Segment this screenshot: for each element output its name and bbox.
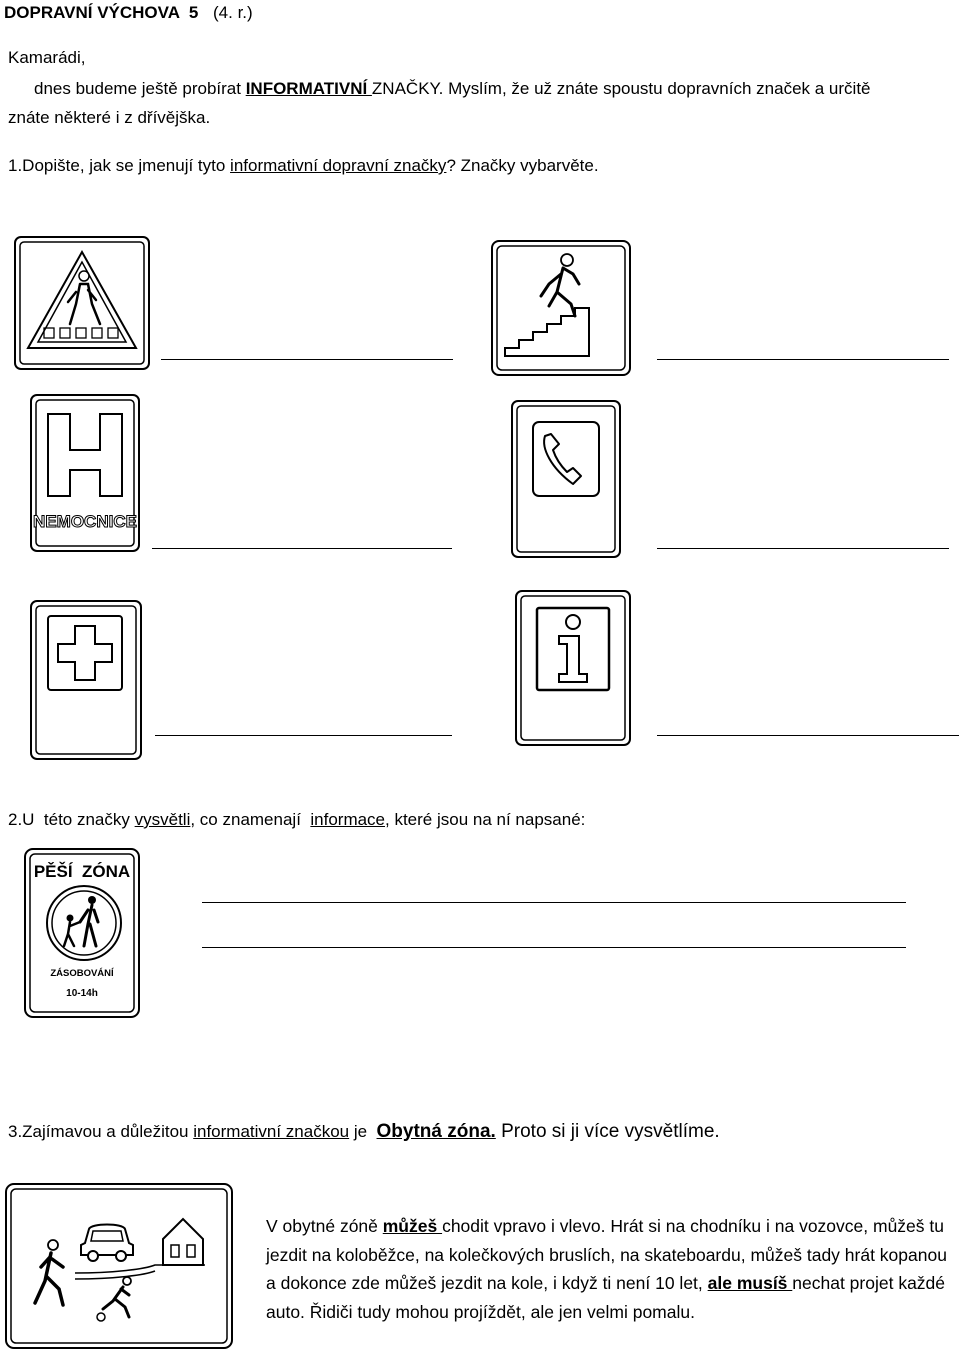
hospital-sign — [30, 394, 140, 552]
residential-zone-sign — [5, 1183, 233, 1349]
task1-text-b: informativní dopravní značky — [230, 156, 447, 175]
telephone-sign — [511, 400, 621, 558]
answer-line-2[interactable] — [657, 359, 949, 360]
first-aid-sign — [30, 600, 142, 760]
grade-text: (4. r.) — [213, 3, 253, 22]
information-sign — [515, 590, 631, 746]
residential-zone-paragraph — [266, 1212, 956, 1326]
task1-text-a: 1.Dopište, jak se jmenují tyto — [8, 156, 231, 175]
task1-text-c: ? Značky vybarvěte. — [446, 156, 599, 175]
para-text-1: V obytné zóně — [266, 1216, 383, 1236]
para-text-5: nechat projet každé auto. Řidiči tudy mohou projíždět, ale jen velmi pomalu. — [266, 1273, 946, 1322]
task3-text-b: informativní značkou — [193, 1122, 350, 1141]
task3-text-e: Proto si ji více vysvětlíme. — [495, 1121, 720, 1142]
task2-text-e: , které jsou na ní napsané: — [385, 810, 586, 829]
para-text-4: ale musíš — [707, 1273, 793, 1293]
task2-heading — [8, 810, 585, 830]
pedestrian-zone-sign — [24, 848, 140, 1018]
pedestrian-zone-line-2: 10-14h — [66, 988, 98, 999]
intro-highlight: INFORMATIVNÍ — [245, 79, 372, 98]
answer-line-6[interactable] — [657, 735, 959, 736]
intro-text-a: dnes budeme ještě probírat — [34, 79, 246, 98]
answer-line-4[interactable] — [657, 548, 949, 549]
task2-text-a: 2.U této značky — [8, 810, 135, 829]
greeting: Kamarádi, — [8, 48, 86, 67]
intro-line-1 — [34, 79, 871, 99]
task3-text-a: 3.Zajímavou a důležitou — [8, 1122, 194, 1141]
explanation-line-2[interactable] — [202, 947, 906, 948]
task3-text-d: Obytná zóna. — [376, 1121, 496, 1142]
pedestrian-crossing-sign — [14, 236, 150, 370]
explanation-line-1[interactable] — [202, 902, 906, 903]
page-title — [4, 3, 253, 23]
task2-text-c: , co znamenají — [190, 810, 311, 829]
para-text-2: můžeš — [382, 1216, 443, 1236]
task3-heading — [8, 1120, 720, 1143]
answer-line-5[interactable] — [155, 735, 452, 736]
task2-text-b: vysvětli — [134, 810, 191, 829]
pedestrian-zone-title: PĚŠÍ ZÓNA — [33, 862, 131, 881]
para-text-3: chodit vpravo i vlevo. Hrát si na chodníku i na vozovce, můžeš tu jezdit na koloběžce, na kolečkových bruslích, na skateboardu, můžeš tady hrát kopanou a dokonce zde můžeš jezdit na kole, i když ti není 10 let, — [266, 1216, 947, 1293]
intro-line-2: znáte některé i z dřívějška. — [8, 108, 211, 127]
hospital-sign-text: NEMOCNICE — [33, 512, 137, 531]
intro-text-c: ZNAČKY. Myslím, že už znáte spoustu dopravních značek a určitě — [371, 79, 871, 98]
task1-heading — [8, 156, 599, 176]
task3-text-c: je — [349, 1122, 377, 1141]
task2-text-d: informace — [310, 810, 386, 829]
title-text: DOPRAVNÍ VÝCHOVA 5 — [4, 3, 199, 22]
answer-line-3[interactable] — [152, 548, 452, 549]
pedestrian-zone-line-1: ZÁSOBOVÁNÍ — [50, 968, 114, 979]
answer-line-1[interactable] — [161, 359, 453, 360]
pedestrian-underpass-sign — [491, 240, 631, 376]
